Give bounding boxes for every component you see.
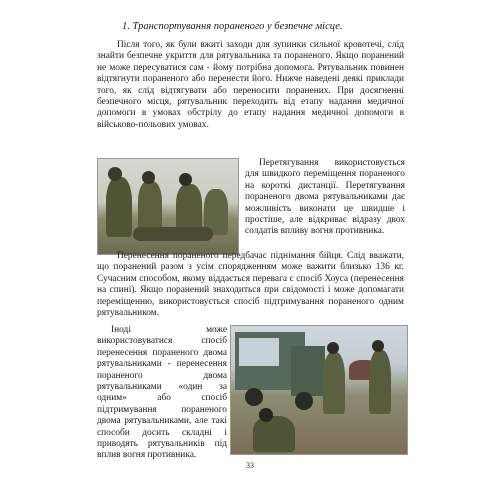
paragraph-two-rescuer-carry: Іноді може використовуватися спосіб перенесення пораненого двома рятувальниками - перенесення пораненого двома рятувальниками «один за одним» або спосіб підтримування пораненого двома рятувальниками, але такі способи досить складні і приводять рятувальників під вплив вогня противника. [97,325,227,461]
paragraph-carry: Перенесення пораненого передбачає піднімання бійця. Слід вважати, що поранений разом з усім спорядженням може важити близько 136 кг. Сучасним способом, якому віддається перевага є спосіб Хоуса (перенесення на спині). Якщо поранений знаходиться при свідомості і може допомагати переміщенню, використовується спосіб підтримування пораненого одним рятувальником. [97,251,404,319]
section-heading: 1. Транспортування пораненого у безпечне місце. [122,21,343,32]
photo-truck-carry [230,325,408,455]
page-number: 33 [246,461,254,470]
paragraph-drag: Перетягування використовується для швидкого переміщення пораненого на короткі дистанції. Перетягування пораненого двома рятувальниками дає можливість виконати це швидше і простіше, але відкриває відразу двох солдатів впливу вогня противника. [245,158,405,237]
photo-two-rescuers-drag [97,158,239,255]
paragraph-intro: Після того, як були вжиті заходи для зупинки сильної кровотечі, слід знайти безпечне укриття для рятувальника та пораненого. Якщо поранений не може пересуватися сам - йому потрібна допомога. Рятувальник повинен відтягнути пораненого або перенести його. Нижче наведені деякі приклади того, як слід відтягувати або переносити поранених. При досягненні безпечного місця, рятувальник переходить від етапу надання медичної допомоги в умовах обстрілу до етапу надання медичної допомоги в військово-польових умовах. [97,40,404,130]
